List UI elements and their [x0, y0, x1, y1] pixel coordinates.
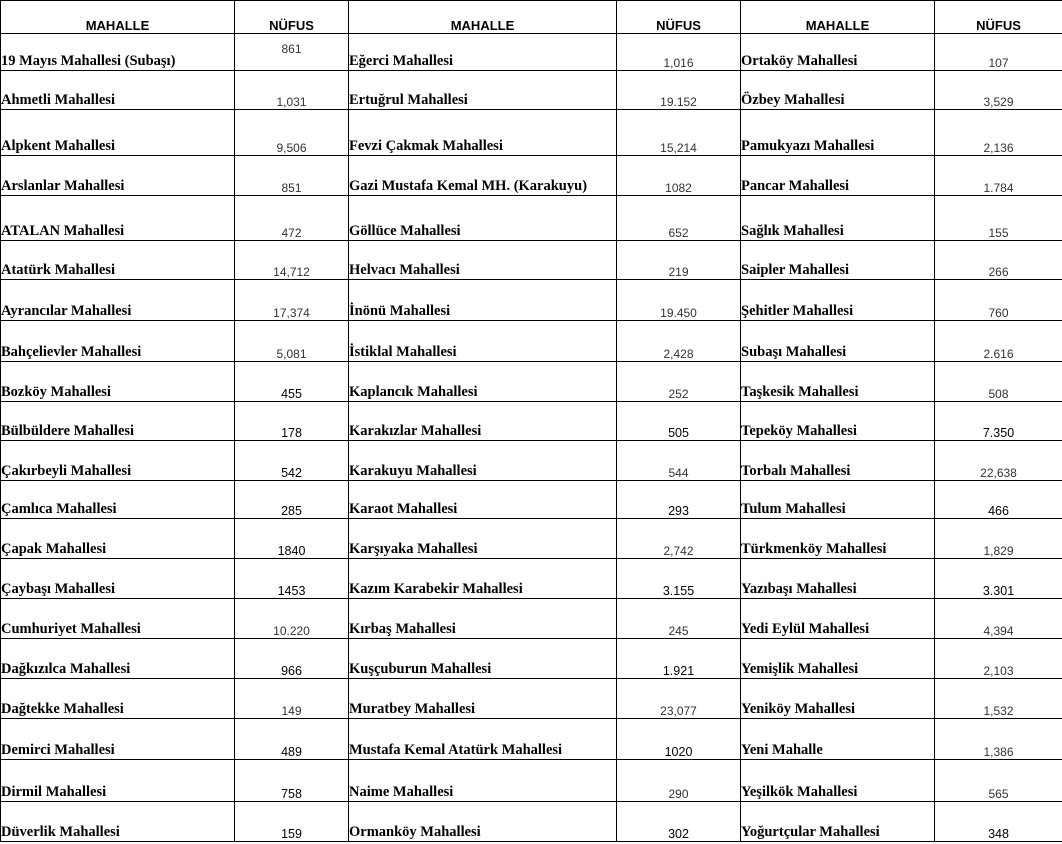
- mahalle-cell: Alpkent Mahallesi: [1, 110, 235, 156]
- table-row: [1, 280, 1062, 321]
- nufus-cell: 1453: [235, 559, 349, 599]
- nufus-cell: 1,532: [935, 679, 1062, 719]
- nufus-cell: 1,386: [935, 719, 1062, 760]
- nufus-cell: 2,103: [935, 639, 1062, 679]
- mahalle-cell: Düverlik Mahallesi: [1, 802, 235, 842]
- nufus-cell: 2,742: [617, 519, 741, 559]
- mahalle-cell: Bahçelievler Mahallesi: [1, 321, 235, 362]
- nufus-cell: 4,394: [935, 599, 1062, 639]
- table-row: [1, 402, 1062, 441]
- table-row: [1, 519, 1062, 559]
- mahalle-cell: Sağlık Mahallesi: [741, 196, 935, 241]
- mahalle-cell: Karşıyaka Mahallesi: [349, 519, 617, 559]
- mahalle-cell: 19 Mayıs Mahallesi (Subaşı): [1, 34, 235, 71]
- mahalle-cell: Çamlıca Mahallesi: [1, 481, 235, 519]
- mahalle-cell: Cumhuriyet Mahallesi: [1, 599, 235, 639]
- nufus-cell: 285: [235, 481, 349, 519]
- nufus-cell: 7.350: [935, 402, 1062, 441]
- nufus-cell: 1020: [617, 719, 741, 760]
- mahalle-cell: Kırbaş Mahallesi: [349, 599, 617, 639]
- mahalle-cell: Yedi Eylül Mahallesi: [741, 599, 935, 639]
- nufus-cell: 544: [617, 441, 741, 481]
- nufus-cell: 455: [235, 362, 349, 402]
- mahalle-cell: Kazım Karabekir Mahallesi: [349, 559, 617, 599]
- nufus-cell: 252: [617, 362, 741, 402]
- table-row: [1, 196, 1062, 241]
- mahalle-cell: Yeni Mahalle: [741, 719, 935, 760]
- nufus-cell: 3,529: [935, 71, 1062, 110]
- mahalle-cell: Göllüce Mahallesi: [349, 196, 617, 241]
- mahalle-cell: Mustafa Kemal Atatürk Mahallesi: [349, 719, 617, 760]
- nufus-cell: 107: [935, 34, 1062, 71]
- nufus-cell: 219: [617, 241, 741, 280]
- header-nufus-2: NÜFUS: [617, 1, 741, 34]
- mahalle-cell: Gazi Mustafa Kemal MH. (Karakuyu): [349, 156, 617, 196]
- nufus-cell: 22,638: [935, 441, 1062, 481]
- mahalle-cell: Çaybaşı Mahallesi: [1, 559, 235, 599]
- nufus-cell: 9,506: [235, 110, 349, 156]
- nufus-cell: 542: [235, 441, 349, 481]
- table-row: [1, 110, 1062, 156]
- mahalle-cell: Atatürk Mahallesi: [1, 241, 235, 280]
- table-row: [1, 559, 1062, 599]
- mahalle-cell: Ahmetli Mahallesi: [1, 71, 235, 110]
- table-row: [1, 719, 1062, 760]
- header-mahalle-3: MAHALLE: [741, 1, 935, 34]
- mahalle-cell: Dağtekke Mahallesi: [1, 679, 235, 719]
- mahalle-cell: İstiklal Mahallesi: [349, 321, 617, 362]
- table-row: [1, 241, 1062, 280]
- header-mahalle-1: MAHALLE: [1, 1, 235, 34]
- nufus-cell: 505: [617, 402, 741, 441]
- mahalle-cell: Ayrancılar Mahallesi: [1, 280, 235, 321]
- table-row: [1, 441, 1062, 481]
- mahalle-cell: Ertuğrul Mahallesi: [349, 71, 617, 110]
- mahalle-cell: Eğerci Mahallesi: [349, 34, 617, 71]
- table-row: [1, 156, 1062, 196]
- nufus-cell: 159: [235, 802, 349, 842]
- mahalle-cell: Yemişlik Mahallesi: [741, 639, 935, 679]
- mahalle-cell: Dağkızılca Mahallesi: [1, 639, 235, 679]
- header-nufus-3: NÜFUS: [935, 1, 1062, 34]
- mahalle-cell: Arslanlar Mahallesi: [1, 156, 235, 196]
- nufus-cell: 19.152: [617, 71, 741, 110]
- table-row: [1, 760, 1062, 802]
- nufus-cell: 23,077: [617, 679, 741, 719]
- nufus-cell: 861: [235, 34, 349, 71]
- nufus-cell: 19.450: [617, 280, 741, 321]
- mahalle-cell: Torbalı Mahallesi: [741, 441, 935, 481]
- mahalle-cell: Saipler Mahallesi: [741, 241, 935, 280]
- mahalle-cell: Ormanköy Mahallesi: [349, 802, 617, 842]
- table-row: [1, 599, 1062, 639]
- mahalle-cell: Özbey Mahallesi: [741, 71, 935, 110]
- nufus-cell: 3.155: [617, 559, 741, 599]
- mahalle-cell: Kaplancık Mahallesi: [349, 362, 617, 402]
- nufus-cell: 1082: [617, 156, 741, 196]
- mahalle-cell: Kuşçuburun Mahallesi: [349, 639, 617, 679]
- nufus-cell: 1.784: [935, 156, 1062, 196]
- nufus-cell: 2.616: [935, 321, 1062, 362]
- table-row: [1, 639, 1062, 679]
- nufus-cell: 472: [235, 196, 349, 241]
- mahalle-cell: Ortaköy Mahallesi: [741, 34, 935, 71]
- nufus-cell: 302: [617, 802, 741, 842]
- nufus-cell: 1840: [235, 519, 349, 559]
- nufus-cell: 565: [935, 760, 1062, 802]
- mahalle-cell: Taşkesik Mahallesi: [741, 362, 935, 402]
- nufus-cell: 348: [935, 802, 1062, 842]
- mahalle-cell: Karakuyu Mahallesi: [349, 441, 617, 481]
- mahalle-cell: Pamukyazı Mahallesi: [741, 110, 935, 156]
- table-row: [1, 362, 1062, 402]
- mahalle-cell: ATALAN Mahallesi: [1, 196, 235, 241]
- mahalle-cell: Yeniköy Mahallesi: [741, 679, 935, 719]
- nufus-cell: 293: [617, 481, 741, 519]
- mahalle-cell: Çapak Mahallesi: [1, 519, 235, 559]
- nufus-cell: 15,214: [617, 110, 741, 156]
- mahalle-cell: Yazıbaşı Mahallesi: [741, 559, 935, 599]
- nufus-cell: 489: [235, 719, 349, 760]
- nufus-cell: 760: [935, 280, 1062, 321]
- table-row: [1, 679, 1062, 719]
- table-row: [1, 71, 1062, 110]
- table-row: [1, 481, 1062, 519]
- nufus-cell: 508: [935, 362, 1062, 402]
- nufus-cell: 851: [235, 156, 349, 196]
- table-row: [1, 34, 1062, 71]
- nufus-cell: 3.301: [935, 559, 1062, 599]
- mahalle-cell: Tulum Mahallesi: [741, 481, 935, 519]
- nufus-cell: 266: [935, 241, 1062, 280]
- mahalle-cell: Yoğurtçular Mahallesi: [741, 802, 935, 842]
- mahalle-cell: Helvacı Mahallesi: [349, 241, 617, 280]
- mahalle-cell: Fevzi Çakmak Mahallesi: [349, 110, 617, 156]
- mahalle-cell: Pancar Mahallesi: [741, 156, 935, 196]
- mahalle-cell: Bülbüldere Mahallesi: [1, 402, 235, 441]
- mahalle-cell: Karaot Mahallesi: [349, 481, 617, 519]
- nufus-cell: 178: [235, 402, 349, 441]
- mahalle-cell: Yeşilkök Mahallesi: [741, 760, 935, 802]
- mahalle-cell: Türkmenköy Mahallesi: [741, 519, 935, 559]
- nufus-cell: 290: [617, 760, 741, 802]
- nufus-cell: 245: [617, 599, 741, 639]
- nufus-cell: 17,374: [235, 280, 349, 321]
- mahalle-cell: Subaşı Mahallesi: [741, 321, 935, 362]
- nufus-cell: 466: [935, 481, 1062, 519]
- mahalle-cell: Karakızlar Mahallesi: [349, 402, 617, 441]
- nufus-cell: 155: [935, 196, 1062, 241]
- table-row: [1, 321, 1062, 362]
- nufus-cell: 10.220: [235, 599, 349, 639]
- header-row: [1, 1, 1062, 34]
- nufus-cell: 1.921: [617, 639, 741, 679]
- mahalle-cell: Dirmil Mahallesi: [1, 760, 235, 802]
- nufus-cell: 5,081: [235, 321, 349, 362]
- mahalle-cell: Şehitler Mahallesi: [741, 280, 935, 321]
- mahalle-cell: Muratbey Mahallesi: [349, 679, 617, 719]
- nufus-cell: 1,031: [235, 71, 349, 110]
- mahalle-cell: Demirci Mahallesi: [1, 719, 235, 760]
- nufus-cell: 14,712: [235, 241, 349, 280]
- header-mahalle-2: MAHALLE: [349, 1, 617, 34]
- mahalle-cell: Tepeköy Mahallesi: [741, 402, 935, 441]
- nufus-cell: 2,428: [617, 321, 741, 362]
- nufus-cell: 652: [617, 196, 741, 241]
- nufus-cell: 1,829: [935, 519, 1062, 559]
- nufus-cell: 2,136: [935, 110, 1062, 156]
- table-row: [1, 802, 1062, 842]
- nufus-cell: 758: [235, 760, 349, 802]
- mahalle-cell: Çakırbeyli Mahallesi: [1, 441, 235, 481]
- nufus-cell: 149: [235, 679, 349, 719]
- mahalle-cell: İnönü Mahallesi: [349, 280, 617, 321]
- mahalle-cell: Naime Mahallesi: [349, 760, 617, 802]
- nufus-cell: 1,016: [617, 34, 741, 71]
- mahalle-cell: Bozköy Mahallesi: [1, 362, 235, 402]
- nufus-cell: 966: [235, 639, 349, 679]
- header-nufus-1: NÜFUS: [235, 1, 349, 34]
